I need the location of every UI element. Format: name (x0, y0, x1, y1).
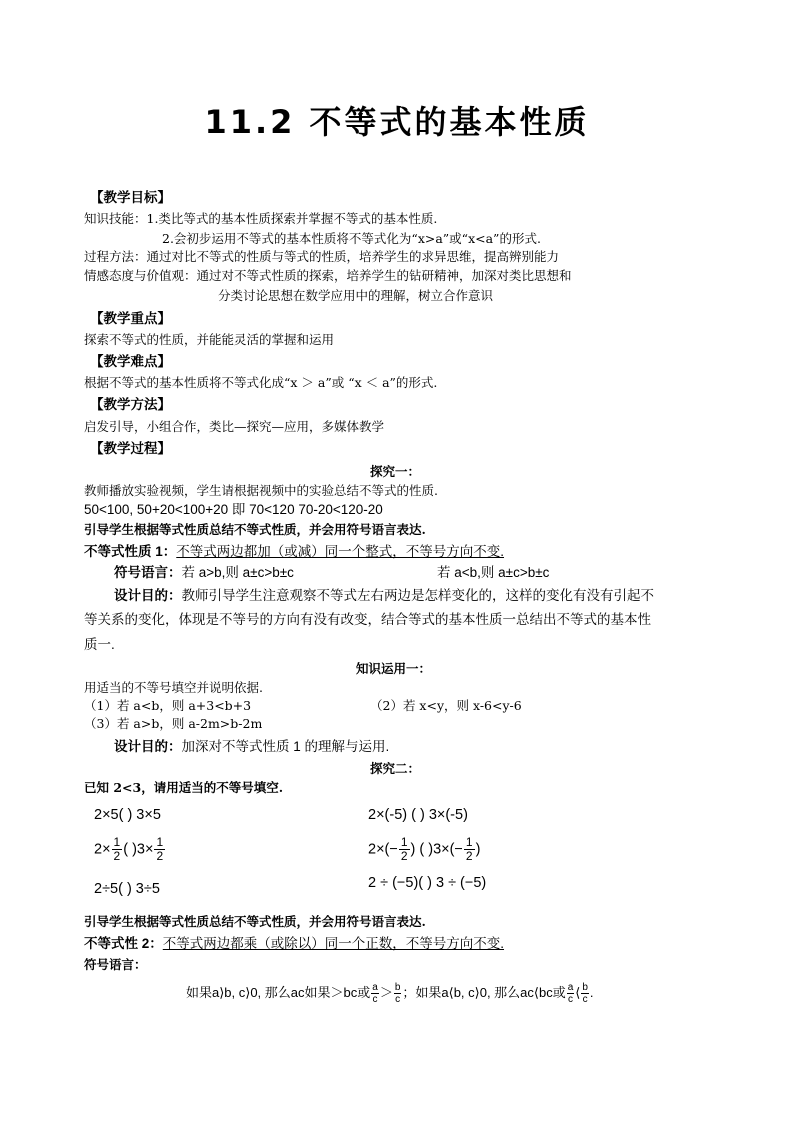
property1-text: 不等式两边都加（或减）同一个整式，不等号方向不变. (176, 544, 505, 559)
property1-symbol (114, 565, 294, 581)
design1-line2: 等关系的变化，体现是不等号的方向有没有改变，结合等式的基本性质一总结出不等式的基本性 (84, 612, 651, 627)
property2-symbol-formula: 如果a⟩b, c⟩0, 那么ac如果＞bc或 $\frac{a}{c}$ ＞ $\frac{b}{c}$ ；如果a⟨b, c⟩0, 那么ac⟨bc或 $\frac{a}{c}$ ⟨ $\frac{b}{c}$ . (186, 982, 594, 1006)
exercise-row3-right: 2 ÷ (−5)( ) 3 ÷ (−5) (368, 875, 487, 891)
process-heading: 【教学过程】 (90, 441, 171, 456)
fraction-a-over-c: $\frac{a}{c}$ (567, 982, 574, 1006)
property2-label: 不等式性 2： (84, 936, 163, 951)
apply1-q1: （1）若 a<b，则 a+3<b+3 (84, 698, 252, 713)
key-points-heading: 【教学重点】 (90, 311, 171, 326)
explore2-intro: 已知 2<3，请用适当的不等号填空. (84, 780, 284, 795)
fraction-one-half: $\frac{1}{2}$ (400, 835, 408, 863)
exercise-row3-left: 2÷5( ) 3÷5 (94, 881, 160, 897)
methods-text: 启发引导，小组合作，类比—探究—应用，多媒体教学 (84, 419, 385, 434)
apply1-heading: 知识运用一： (356, 661, 432, 676)
fraction-one-half: $\frac{1}{2}$ (156, 835, 164, 863)
objectives-knowledge-2: 2.会初步运用不等式的基本性质将不等式化为“x>a”或“x<a”的形式. (162, 231, 541, 246)
guide2-line: 引导学生根据等式性质总结不等式性质，并会用符号语言表达. (84, 914, 426, 929)
property1-line (84, 544, 504, 560)
difficulties-heading: 【教学难点】 (90, 354, 171, 369)
property2-line (84, 936, 504, 952)
fraction-one-half: $\frac{1}{2}$ (465, 835, 473, 863)
design2-text: 加深对不等式性质 1 的理解与运用. (181, 739, 390, 754)
page-title: 11.2 不等式的基本性质 (204, 103, 590, 141)
objectives-knowledge-1: 知识技能：1.类比等式的基本性质探索并掌握不等式的基本性质. (84, 211, 438, 226)
property2-symbol-label: 符号语言： (84, 957, 147, 972)
key-points-text: 探索不等式的性质，并能能灵活的掌握和运用 (84, 332, 335, 347)
fraction-a-over-c: $\frac{a}{c}$ (372, 982, 378, 1006)
explore1-line1: 教师播放实验视频，学生请根据视频中的实验总结不等式的性质. (84, 483, 438, 498)
objectives-attitude-1: 情感态度与价值观：通过对不等式性质的探索，培养学生的钻研精神，加深对类比思想和 (84, 268, 572, 283)
apply1-intro: 用适当的不等号填空并说明依据. (84, 680, 263, 695)
fraction-one-half: $\frac{1}{2}$ (113, 835, 121, 863)
exercise-row2-left: 2× $\frac{1}{2}$ ( )3× $\frac{1}{2}$ (94, 835, 164, 863)
property1-symbol-a: 若 a>b,则 a±c>b±c (181, 565, 294, 580)
exercise-row1-left: 2×5( ) 3×5 (94, 807, 161, 823)
objectives-heading: 【教学目标】 (90, 190, 171, 205)
property1-symbol-b: 若 a<b,则 a±c>b±c (437, 565, 550, 580)
property2-text: 不等式两边都乘（或除以）同一个正数，不等号方向不变. (162, 936, 505, 951)
fraction-b-over-c: $\frac{b}{c}$ (582, 982, 588, 1006)
explore1-heading: 探究一： (370, 464, 421, 479)
exercise-row2-right: 2×(− $\frac{1}{2}$ ) ( )3×(− $\frac{1}{2}$ ) (368, 835, 481, 863)
difficulties-text: 根据不等式的基本性质将不等式化成“x ＞ a”或 “x ＜ a”的形式. (84, 375, 438, 390)
objectives-attitude-2: 分类讨论思想在数学应用中的理解，树立合作意识 (218, 288, 494, 303)
design1-line3: 质一. (84, 637, 115, 652)
design2-line (114, 739, 389, 755)
apply1-q2: （2）若 x<y，则 x-6<y-6 (370, 698, 522, 713)
explore1-line3: 引导学生根据等式性质总结不等式性质，并会用符号语言表达. (84, 522, 426, 537)
property1-symbol-label: 符号语言： (114, 565, 182, 580)
fraction-b-over-c: $\frac{b}{c}$ (394, 982, 401, 1006)
design1-label: 设计目的： (114, 588, 182, 603)
apply1-q3: （3）若 a>b，则 a-2m>b-2m (84, 716, 263, 731)
methods-heading: 【教学方法】 (90, 397, 171, 412)
explore2-heading: 探究二： (370, 761, 421, 776)
explore1-line2: 50<100, 50+20<100+20 即 70<120 70-20<120-20 (84, 502, 383, 517)
objectives-process: 过程方法：通过对比不等式的性质与等式的性质，培养学生的求异思维，提高辨别能力 (84, 249, 560, 264)
design2-label: 设计目的： (114, 739, 182, 754)
design1-line1: 设计目的：教师引导学生注意观察不等式左右两边是怎样变化的，这样的变化有没有引起不 (114, 588, 654, 603)
property1-label: 不等式性质 1： (84, 544, 177, 559)
exercise-row1-right: 2×(-5) ( ) 3×(-5) (368, 807, 468, 823)
